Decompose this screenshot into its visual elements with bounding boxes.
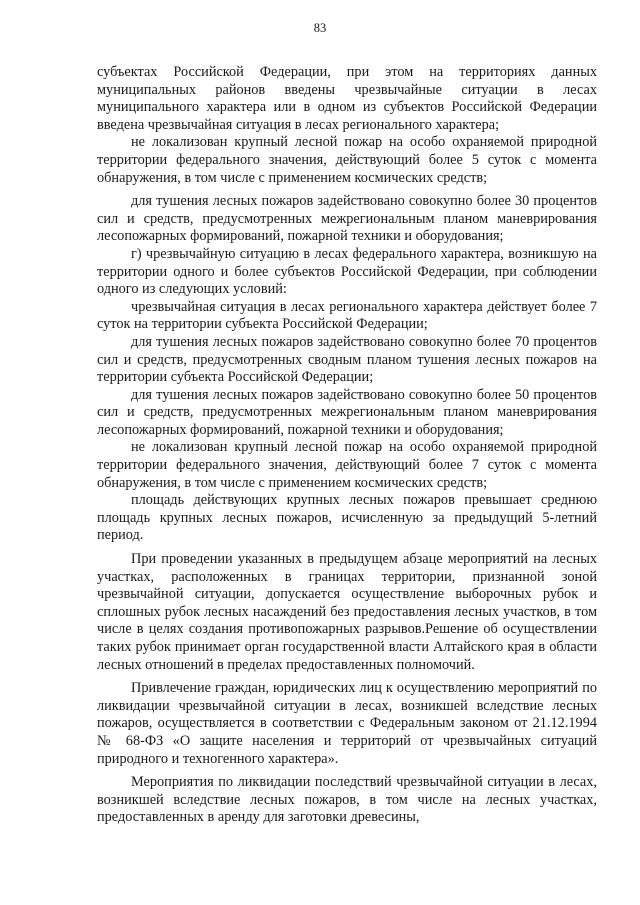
paragraph: Мероприятия по ликвидации последствий чрезвычайной ситуации в лесах, возникшей вследствие лесных пожаров, в том числе на лесных участках, предоставленных в аренду для заготовки древесины,	[97, 774, 597, 826]
paragraph: г) чрезвычайную ситуацию в лесах федерального характера, возникшую на территории одного и более субъектов Российской Федерации, при соблюдении одного из следующих условий:	[97, 245, 597, 298]
paragraph: не локализован крупный лесной пожар на особо охраняемой природной территории федерального значения, действующий более 7 суток с момента обнаружения, в том числе с применением космических средств;	[97, 439, 597, 491]
paragraph: При проведении указанных в предыдущем абзаце мероприятий на лесных участках, расположенных в границах территории, признанной зоной чрезвычайной ситуации, допускается осуществление выборочных рубок и сплошных рубок лесных насаждений без предоставления лесных участков, в том числе в целях создания противопожарных разрывов.Решение об осуществлении таких рубок принимает орган государственной власти Алтайского края в области лесных отношений в пределах предоставленных полномочий.	[97, 551, 597, 673]
paragraph: для тушения лесных пожаров задействовано совокупно более 70 процентов сил и средств, предусмотренных сводным планом тушения лесных пожаров на территории субъекта Российской Федерации;	[97, 333, 597, 386]
paragraph: субъектах Российской Федерации, при этом на территориях данных муниципальных районов введены чрезвычайные ситуации в лесах муниципального характера или в одном из субъектов Российской Федерации введена чрезвычайная ситуация в лесах регионального характера;	[97, 64, 597, 133]
document-body	[97, 64, 597, 827]
paragraph: чрезвычайная ситуация в лесах регионального характера действует более 7 суток на территории субъекта Российской Федерации;	[97, 298, 597, 333]
paragraph: площадь действующих крупных лесных пожаров превышает среднюю площадь крупных лесных пожаров, исчисленную за предыдущий 5-летний период.	[97, 492, 597, 544]
paragraph: Привлечение граждан, юридических лиц к осуществлению мероприятий по ликвидации чрезвычайной ситуации в лесах, возникшей вследствие лесных пожаров, осуществляется в соответствии с Федеральным законом от 21.12.1994 № 68-ФЗ «О защите населения и территорий от чрезвычайных ситуаций природного и техногенного характера».	[97, 680, 597, 767]
page-number: 83	[313, 21, 327, 35]
paragraph: для тушения лесных пожаров задействовано совокупно более 50 процентов сил и средств, предусмотренных межрегиональным планом маневрирования лесопожарных формирований, пожарной техники и оборудования;	[97, 386, 597, 438]
paragraph: для тушения лесных пожаров задействовано совокупно более 30 процентов сил и средств, предусмотренных межрегиональным планом маневрирования лесопожарных формирований, пожарной техники и оборудования;	[97, 193, 597, 245]
paragraph: не локализован крупный лесной пожар на особо охраняемой природной территории федерального значения, действующий более 5 суток с момента обнаружения, в том числе с применением космических средств;	[97, 134, 597, 186]
